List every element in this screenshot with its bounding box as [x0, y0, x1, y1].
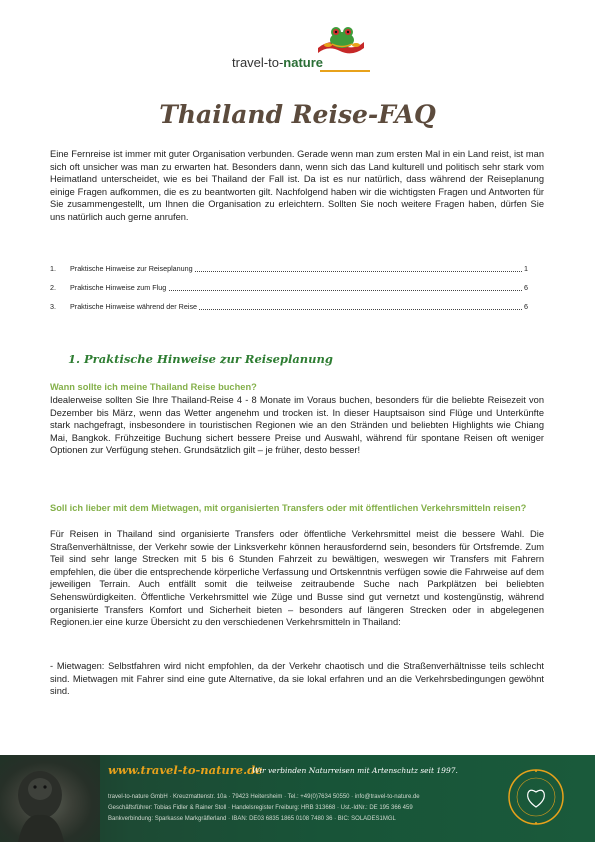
faq-answer: Für Reisen in Thailand sind organisierte Transfers oder öffentliche Verkehrsmittel meist die bessere Wahl. Die Straßenverhältnisse, der Verkehr sowie der Linksverkehr können herausfordernd sein, besonders für Ortsfremde. Zum Teil sind sehr lange Strecken mit 5 bis 6 Stunden Fahrzeit zu bewältigen, weswegen wir Transfers mit Fahrern empfehlen, die über die entsprechende körperliche Verfassung und Ortskenntnis verfügen sowie die Fahrweise auf dem jeweiligen Terrain. Auch entfällt somit die teilweise zeitraubende Suche nach Parkplätzen bei beliebten Sehenswürdigkeiten. Öffentliche Verkehrsmittel wie Züge und Busse sind gut vernetzt und kostengünstig, während organisierte Transfers Komfort und Sicherheit bieten – besonders auf längeren Strecken oder in abgelegenen Regionen.ier eine kurze Übersicht zu den verschiedenen Verkehrsmitteln in Thailand: — [50, 529, 544, 628]
toc-page-number: 1 — [524, 264, 528, 273]
footer-website-link[interactable]: www.travel-to-nature.de — [108, 763, 263, 777]
toc-label: Praktische Hinweise während der Reise — [70, 302, 198, 311]
toc-number: 2. — [50, 283, 56, 292]
toc-entry[interactable] — [50, 264, 528, 283]
intro-paragraph: Eine Fernreise ist immer mit guter Organisation verbunden. Gerade wenn man zum ersten Mal in ein Land reist, ist man sich oft unsicher was man zu erwarten hat. Besonders dann, wenn sich das Land kulturell und politisch sehr stark vom Heimatland unterscheidet, wie es bei Thailand der Fall ist. Da ist es nur natürlich, dass während der Reiseplanung einige Fragen aufkommen, die es zu beantworten gilt. Nachfolgend haben wir die wichtigsten Fragen und Antworten für Sie zusammengestellt, um Ihnen die Organisation zu erleichtern. Sollten Sie noch weitere Fragen haben, dürfen Sie uns natürlich auch gerne anrufen. — [50, 149, 544, 222]
brand-logo — [228, 18, 378, 78]
gorilla-silhouette-icon — [0, 755, 100, 842]
toc-label: Praktische Hinweise zur Reiseplanung — [70, 264, 193, 273]
toc-page-number: 6 — [524, 302, 528, 311]
footer-slogan: Wir verbinden Naturreisen mit Artenschutz seit 1997. — [252, 766, 458, 775]
frog-icon — [316, 18, 366, 60]
toc-entry[interactable] — [50, 302, 528, 321]
faq-question: Wann sollte ich meine Thailand Reise buchen? — [50, 382, 257, 392]
page-title: Thailand Reise-FAQ — [159, 100, 436, 129]
footer-registry-info: Geschäftsführer: Tobias Fidler & Rainer Stoll · Handelsregister Freiburg: HRB 313668 · Ust.-IdNr.: DE 195 366 459 — [108, 805, 413, 811]
toc-number: 3. — [50, 302, 56, 311]
toc-page-number: 6 — [524, 283, 528, 292]
brand-underline — [320, 70, 370, 72]
toc-entry[interactable] — [50, 283, 528, 302]
section-heading: 1. Praktische Hinweise zur Reiseplanung — [68, 352, 333, 366]
gruener-mehrwert-seal-icon — [506, 767, 566, 827]
toc-number: 1. — [50, 264, 56, 273]
brand-name: travel-to-nature — [232, 55, 324, 70]
page-footer — [0, 755, 595, 842]
footer-company-info: travel-to-nature GmbH · Kreuzmattenstr. 10a · 79423 Heitersheim · Tel.: +49(0)7634 50550 · info@travel-to-nature.de — [108, 794, 420, 800]
faq-answer: Idealerweise sollten Sie Ihre Thailand-Reise 4 - 8 Monate im Voraus buchen, besonders für die beliebte Reisezeit von Dezember bis März, wenn das Wetter angenehm und trocken ist. In dieser Hauptsaison sind Flüge und Unterkünfte stark nachgefragt, insbesondere in touristischen Regionen wie an den Stränden und beliebten Highlights wie Chiang Mai, Bangkok. Frühzeitige Buchung sichert bessere Preise und Auswahl, während für spontane Reisen oft weniger Optionen zur Verfügung stehen. Grundsätzlich gilt – je früher, desto besser! — [50, 395, 544, 456]
faq-question: Soll ich lieber mit dem Mietwagen, mit organisierten Transfers oder mit öffentlichen Verkehrsmitteln reisen? — [50, 503, 527, 513]
gorilla-photo — [0, 755, 100, 842]
footer-bank-info: Bankverbindung: Sparkasse Markgräflerland · IBAN: DE03 6835 1865 0108 7480 36 · BIC: SOLADES1MGL — [108, 816, 396, 822]
table-of-contents — [50, 264, 528, 321]
faq-answer-list-item: - Mietwagen: Selbstfahren wird nicht empfohlen, da der Verkehr chaotisch und die Straßenverhältnisse teils schlecht sind. Mietwagen mit Fahrer sind eine gute Alternative, da sie lokal erfahren und an die Verkehrsbedingungen gewöhnt sind. — [50, 661, 544, 697]
toc-label: Praktische Hinweise zum Flug — [70, 283, 167, 292]
